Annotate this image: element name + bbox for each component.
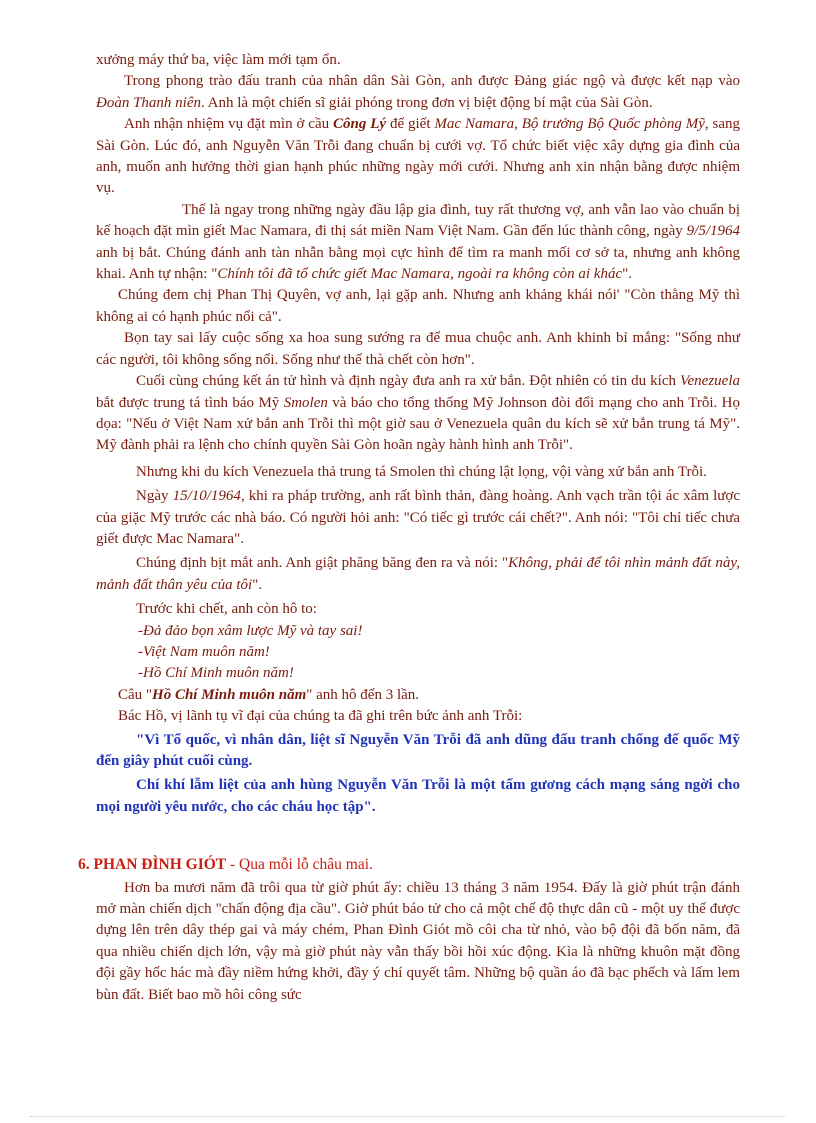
slogan: -Việt Nam muôn năm! xyxy=(138,643,270,660)
paragraph: Trước khi chết, anh còn hô to: xyxy=(136,601,317,618)
document-page xyxy=(78,50,741,1006)
slogan: -Hồ Chí Minh muôn năm! xyxy=(138,665,294,682)
text-run: anh bị bắt. Chúng đánh anh tàn nhẫn bằng mọi cực hình để tìm ra manh mối cơ sở ta, nhưng anh không khai. Anh tự nhận: " xyxy=(96,244,740,283)
text-run-italic: Venezuela xyxy=(680,373,740,390)
text-run-italic: Không, phải để tôi nhìn mảnh đất này, mảnh đất thân yêu của tôi xyxy=(96,555,740,593)
paragraph xyxy=(96,200,740,286)
quote-paragraph: Chí khí lẫm liệt của anh hùng Nguyễn Văn Trỗi là một tấm gương cách mạng sáng ngời cho mọi người yêu nước, cho các cháu học tập". xyxy=(96,777,740,815)
quote-paragraph: "Vì Tổ quốc, vì nhân dân, liệt sĩ Nguyễn Văn Trỗi đã anh dũng đấu tranh chống đế quốc Mỹ đến giây phút cuối cùng. xyxy=(96,731,740,769)
paragraph: Nhưng khi du kích Venezuela thả trung tá Smolen thì chúng lật lọng, vội vàng xử bắn anh Trỗi. xyxy=(136,463,707,480)
slogan: -Đả đảo bọn xâm lược Mỹ và tay sai! xyxy=(138,622,363,639)
paragraph: xưởng máy thứ ba, việc làm mới tạm ổn. xyxy=(96,52,341,68)
text-run: bắt được trung tá tình báo Mỹ xyxy=(96,394,284,411)
paragraph: Hơn ba mươi năm đã trôi qua từ giờ phút ấy: chiều 13 tháng 3 năm 1954. Đấy là giờ phút trận đánh mở màn chiến dịch "chấn động địa cầu". Giờ phút báo tử cho cả một chế độ thực dân cũ - một uy thế được dựng lên trên dây thép gai và máy chém, Phan Đình Giót mồ côi cha từ nhỏ, vào bộ đội đã bốn năm, đã qua nhiều chiến dịch lớn, vậy mà giờ phút này vẫn thấy bồi hồi xúc động. Kìa là những khuôn mặt đồng đội gầy hốc hác mà đầy niềm hứng khởi, đầy ý chí quyết tâm. Những bộ quần áo đã bạc phếch và lấm lem bùn đất. Biết bao mồ hôi công sức xyxy=(96,879,740,1003)
heading-subtitle: - Qua mỗi lỗ châu mai. xyxy=(226,856,373,874)
text-run: Thế là ngay trong những ngày đầu lập gia đình, tuy rất thương vợ, anh vẫn lao vào chuẩn bị kế hoạch đặt mìn giết Mac Namara, đi thị sát miền Nam Việt Nam. Gần đến lúc thành công, ngày xyxy=(96,201,740,240)
text-run-italic: 9/5/1964 xyxy=(686,223,740,240)
text-run: ". xyxy=(252,576,263,593)
text-run-italic: 15/10/1964 xyxy=(172,488,241,505)
text-run: Ngày xyxy=(136,488,173,505)
text-run: Anh nhận nhiệm vụ đặt mìn ở cầu xyxy=(124,116,334,133)
text-run: để giết xyxy=(386,116,435,133)
text-run-bold-italic: Hồ Chí Minh muôn năm xyxy=(152,686,307,703)
text-run-italic: Mac Namara, Bộ trưởng Bộ Quốc phòng Mỹ xyxy=(434,116,705,133)
paragraph: Chúng đem chị Phan Thị Quyên, vợ anh, lại gặp anh. Nhưng anh khảng khái nói' "Còn thằng Mỹ thì không ai có hạnh phúc nổi cả". xyxy=(96,287,740,325)
text-run: , sang Sài Gòn. Lúc đó, anh Nguyễn Văn Trỗi đang chuẩn bị cưới vợ. Tổ chức biết việc xây dựng gia đình của anh, muốn anh hưởng thời gian hạnh phúc những ngày mới cưới. Nhưng anh xin nhận bằng được nhiệm vụ. xyxy=(96,116,741,197)
paragraph: Bọn tay sai lấy cuộc sống xa hoa sung sướng ra để mua chuộc anh. Anh khinh bỉ mắng: "Sống như các người, tôi không sống nổi. Sống như thế thà chết còn hơn". xyxy=(96,330,740,368)
text-run: ". xyxy=(622,266,632,283)
paragraph xyxy=(96,71,740,114)
text-run-bold-italic: Công Lý xyxy=(333,116,387,133)
paragraph: Bác Hồ, vị lãnh tụ vĩ đại của chúng ta đã ghi trên bức ảnh anh Trỗi: xyxy=(118,708,523,725)
text-run-italic: Smolen xyxy=(283,394,328,411)
text-run: Chúng định bịt mắt anh. Anh giật phăng băng đen ra và nói: " xyxy=(136,555,509,572)
heading-title: 6. PHAN ĐÌNH GIÓT xyxy=(78,856,227,874)
paragraph xyxy=(96,114,740,200)
text-run: Cuối cùng chúng kết án tử hình và định ngày đưa anh ra xử bắn. Đột nhiên có tin du kích xyxy=(136,373,681,390)
paragraph xyxy=(96,371,740,457)
section-heading xyxy=(78,854,740,875)
paragraph xyxy=(96,486,740,550)
paragraph xyxy=(96,553,740,596)
text-run: Câu " xyxy=(118,686,153,703)
paragraph xyxy=(96,685,740,706)
text-run: . Anh là một chiến sĩ giải phóng trong đơn vị biệt động bí mật của Sài Gòn. xyxy=(201,94,653,111)
text-run: Trong phong trào đấu tranh của nhân dân Sài Gòn, anh được Đảng giác ngộ và được kết nạp vào xyxy=(124,73,740,90)
text-run: , khi ra pháp trường, anh rất bình thản, đàng hoàng. Anh vạch trần tội ác xâm lược của giặc Mỹ trước các nhà báo. Có người hỏi anh: "Có tiếc gì trước cái chết?". Anh nói: "Tôi chỉ tiếc chưa giết được Mac Namara". xyxy=(96,488,740,547)
text-run-italic: Đoàn Thanh niên xyxy=(96,94,201,111)
text-run: " anh hô đến 3 lần. xyxy=(306,686,420,703)
text-run-italic: Chính tôi đã tổ chức giết Mac Namara, ngoài ra không còn ai khác xyxy=(217,266,623,283)
text-run: và báo cho tổng thống Mỹ Johnson đòi đổi mạng cho anh Trỗi. Họ dọa: "Nếu ở Việt Nam xử bắn anh Trỗi thì một giờ sau ở Venezuela quân du kích sẽ xử bắn trung tá Mỹ". Mỹ đành phải ra lệnh cho chính quyền Sài Gòn hoãn ngày hành hình anh Trỗi". xyxy=(96,394,740,454)
page-bottom-divider xyxy=(30,1116,786,1117)
